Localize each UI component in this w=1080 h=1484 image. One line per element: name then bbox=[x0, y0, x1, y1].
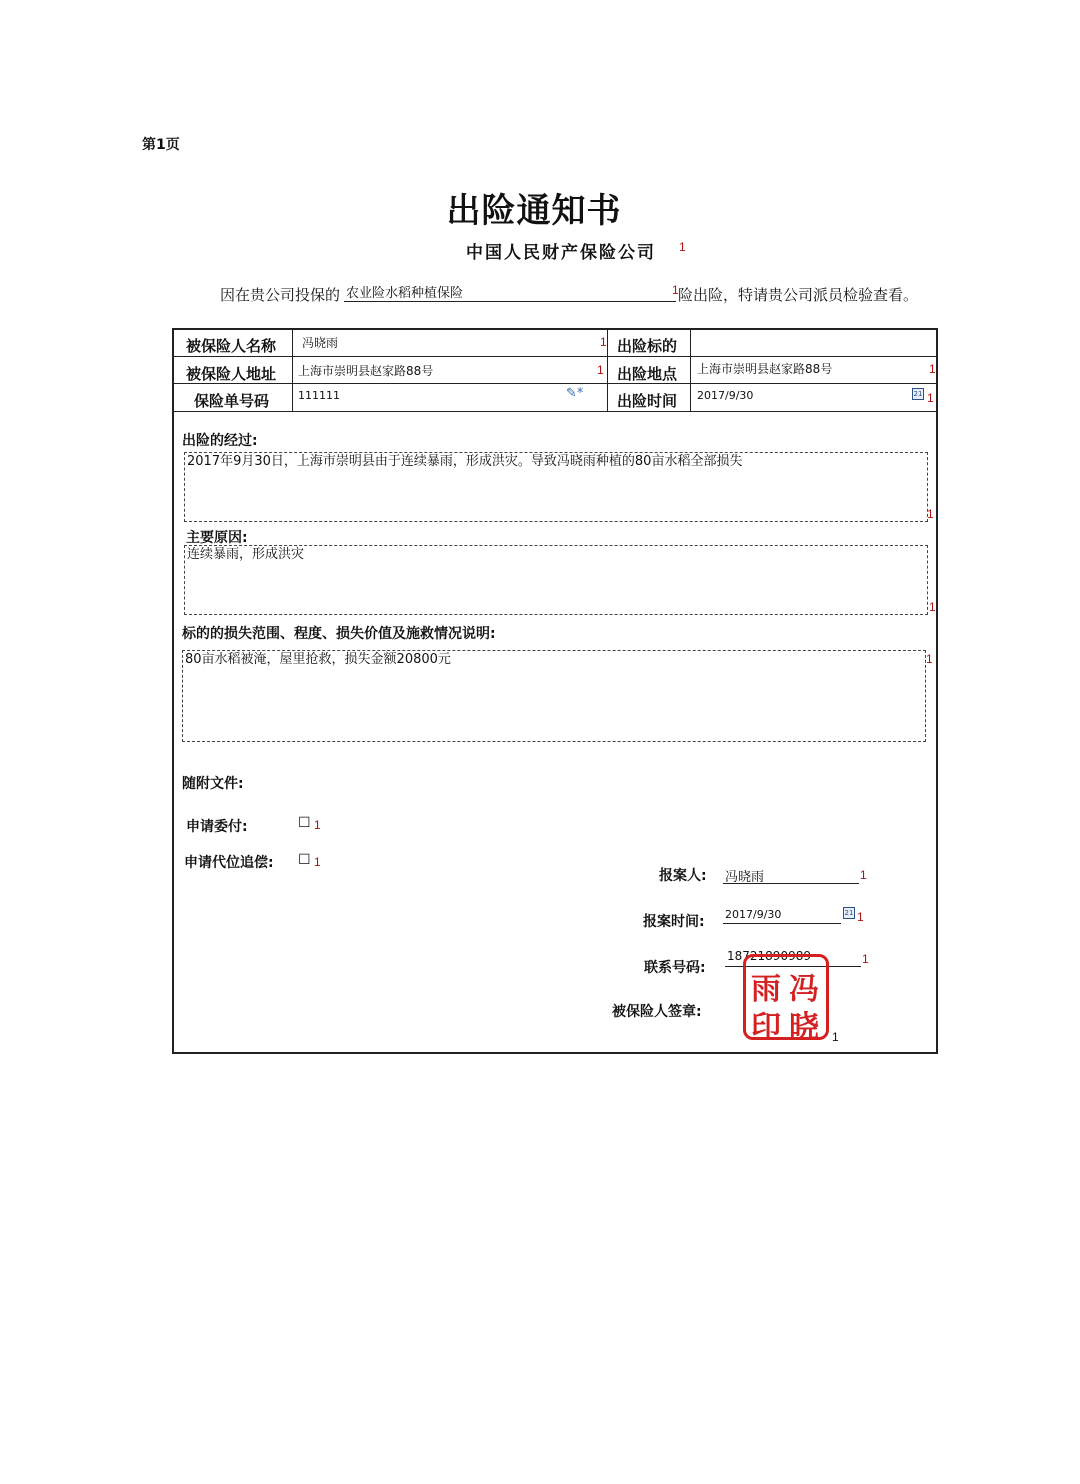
location-label: 出险地点 bbox=[617, 365, 678, 383]
field-marker: 1 bbox=[314, 855, 321, 869]
page-title: 出险通知书 bbox=[446, 191, 622, 231]
reporter-underline bbox=[723, 883, 859, 884]
phone-label: 联系号码: bbox=[644, 960, 706, 976]
field-marker: 1 bbox=[832, 1030, 839, 1044]
insured-name-label: 被保险人名称 bbox=[186, 337, 277, 355]
cause-textarea[interactable]: 连续暴雨，形成洪灾 bbox=[184, 545, 928, 615]
seal-character: 晓 bbox=[789, 1010, 819, 1045]
phone-field[interactable]: 18721890989 bbox=[727, 949, 811, 963]
signature-label: 被保险人签章: bbox=[612, 1004, 702, 1020]
field-marker: 1 bbox=[862, 952, 869, 966]
field-marker: 1 bbox=[926, 652, 933, 666]
report-time-label: 报案时间: bbox=[643, 914, 705, 930]
field-marker: 1 bbox=[314, 818, 321, 832]
table-rule bbox=[690, 328, 691, 412]
field-marker: 1 bbox=[927, 507, 934, 521]
company-name: 中国人民财产保险公司 bbox=[466, 243, 656, 263]
insurance-type-field[interactable]: 农业险水稻种植保险 bbox=[346, 286, 464, 301]
field-marker: 1 bbox=[929, 600, 936, 614]
subrogation-label: 申请代位追偿: bbox=[184, 855, 274, 871]
field-marker: 1 bbox=[679, 240, 686, 254]
policy-number-field[interactable]: 111111 bbox=[298, 389, 340, 402]
table-rule bbox=[172, 411, 938, 412]
field-marker: 1 bbox=[600, 335, 607, 349]
reporter-field[interactable]: 冯晓雨 bbox=[725, 870, 765, 885]
cause-label: 主要原因: bbox=[186, 530, 248, 546]
table-rule bbox=[172, 356, 938, 357]
subject-label: 出险标的 bbox=[617, 337, 678, 355]
loss-textarea[interactable]: 80亩水稻被淹，屋里抢救，损失金额20800元 bbox=[182, 650, 926, 742]
field-marker: 1 bbox=[929, 362, 936, 376]
reporter-label: 报案人: bbox=[659, 868, 707, 884]
report-time-field[interactable]: 2017/9/30 bbox=[725, 908, 782, 921]
table-rule bbox=[292, 328, 293, 412]
subrogation-checkbox[interactable]: ☐ bbox=[298, 852, 311, 868]
insured-address-label: 被保险人地址 bbox=[186, 365, 277, 383]
seal-character: 冯 bbox=[789, 972, 819, 1007]
seal-character: 雨 bbox=[751, 972, 781, 1007]
page-label: 第1页 bbox=[142, 137, 180, 153]
intro-text-before: 因在贵公司投保的 bbox=[220, 286, 341, 304]
calendar-icon[interactable]: 21 bbox=[844, 909, 854, 917]
process-label: 出险的经过: bbox=[182, 433, 258, 449]
field-marker: 1 bbox=[860, 868, 867, 882]
accident-time-field[interactable]: 2017/9/30 bbox=[697, 389, 754, 402]
field-marker: 1 bbox=[927, 391, 934, 405]
field-marker: 1 bbox=[857, 910, 864, 924]
table-rule bbox=[607, 328, 608, 412]
insured-name-field[interactable]: 冯晓雨 bbox=[302, 336, 339, 350]
process-textarea[interactable]: 2017年9月30日，上海市崇明县由于连续暴雨，形成洪灾。导致冯晓雨种植的80亩水稻全部损失 bbox=[184, 452, 928, 522]
edit-icon[interactable]: ✎* bbox=[566, 386, 584, 401]
calendar-icon[interactable]: 21 bbox=[913, 390, 923, 398]
loss-label: 标的的损失范围、程度、损失价值及施救情况说明: bbox=[182, 626, 496, 642]
entrust-checkbox[interactable]: ☐ bbox=[298, 815, 311, 831]
attachments-label: 随附文件: bbox=[182, 776, 244, 792]
entrust-label: 申请委付: bbox=[186, 819, 248, 835]
report-time-underline bbox=[723, 923, 841, 924]
intro-text-after: 险出险，特请贵公司派员检验查看。 bbox=[678, 286, 919, 304]
policy-number-label: 保险单号码 bbox=[194, 392, 270, 410]
location-field[interactable]: 上海市崇明县赵家路88号 bbox=[697, 362, 833, 376]
field-marker: 1 bbox=[597, 363, 604, 377]
field-marker: 1 bbox=[672, 283, 679, 297]
insurance-type-underline bbox=[344, 301, 676, 302]
time-label: 出险时间 bbox=[617, 392, 678, 410]
seal-character: 印 bbox=[751, 1010, 781, 1045]
insured-address-field[interactable]: 上海市崇明县赵家路88号 bbox=[298, 364, 434, 378]
table-rule bbox=[172, 383, 938, 384]
